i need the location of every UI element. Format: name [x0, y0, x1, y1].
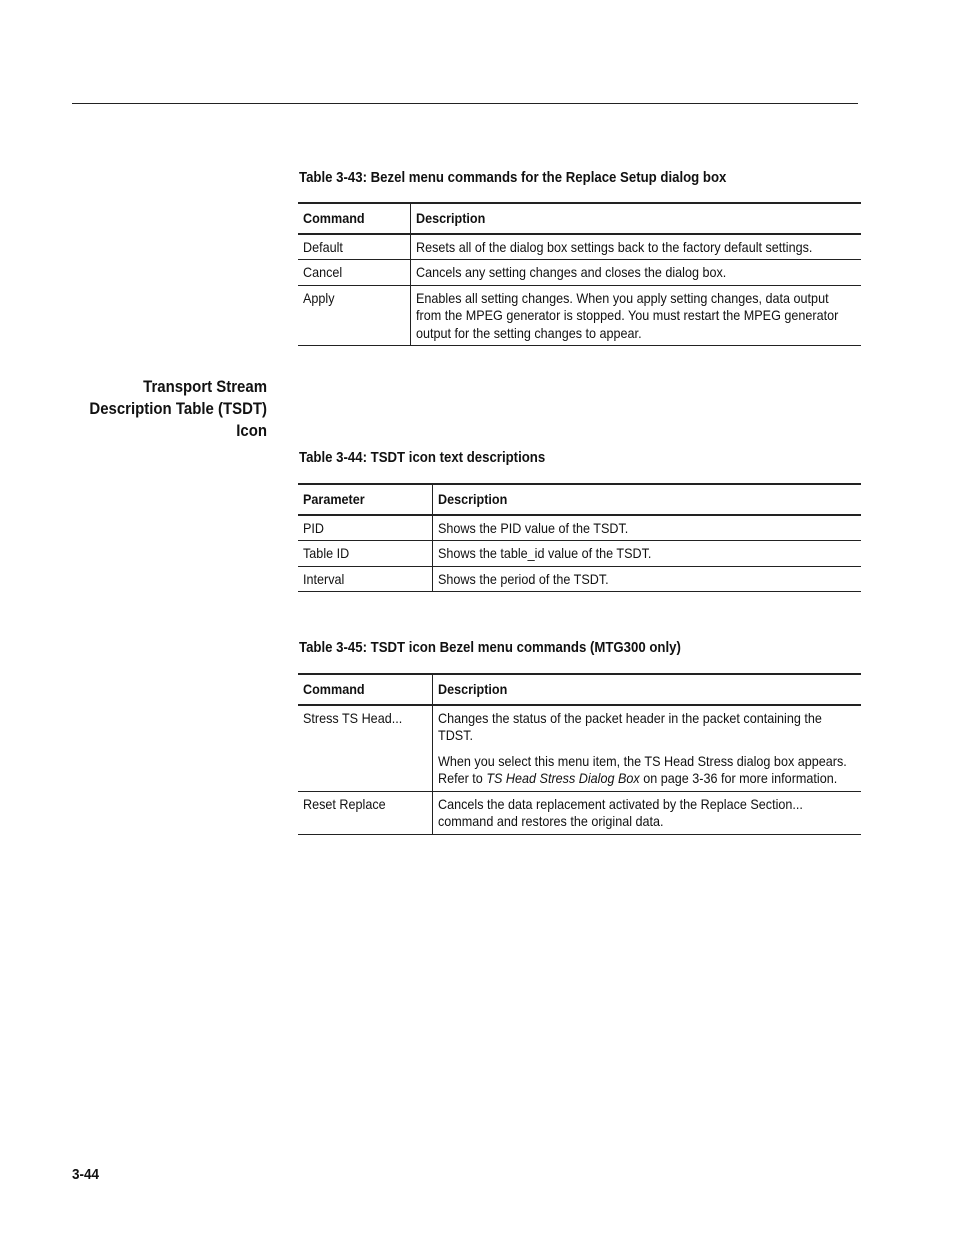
column-header-description: Description: [432, 674, 861, 705]
parameter-cell: PID: [298, 515, 432, 541]
section-heading-line: Transport Stream: [143, 377, 267, 396]
command-cell: Cancel: [298, 260, 410, 286]
command-cell: Default: [298, 234, 410, 260]
description-cell: Cancels any setting changes and closes the dialog box.: [410, 260, 861, 286]
table-44-caption: Table 3-44: TSDT icon text descriptions: [299, 449, 546, 466]
column-header-command: Command: [298, 674, 432, 705]
parameter-cell: Interval: [298, 566, 432, 592]
cross-reference-link[interactable]: TS Head Stress Dialog Box: [485, 770, 640, 786]
section-heading-line: Icon: [236, 421, 267, 440]
table-row: [298, 541, 861, 567]
column-header-parameter: Parameter: [298, 484, 432, 515]
table-43-caption: Table 3-43: Bezel menu commands for the Replace Setup dialog box: [299, 169, 727, 186]
description-paragraph: When you select this menu item, the TS Head Stress dialog box appears. Refer to TS Head Stress Dialog Box on page 3-36 for more information.: [437, 752, 847, 786]
table-row: [298, 260, 861, 286]
section-heading: [60, 376, 267, 442]
command-cell: Reset Replace: [298, 791, 432, 834]
parameter-cell: Table ID: [298, 541, 432, 567]
table-row: [298, 234, 861, 260]
header-rule: [72, 103, 858, 104]
description-cell: Enables all setting changes. When you apply setting changes, data output from the MPEG generator is stopped. You must restart the MPEG generator output for the setting changes to appear.: [410, 285, 861, 346]
table-row: [298, 515, 861, 541]
description-cell: Cancels the data replacement activated by the Replace Section... command and restores the original data.: [432, 791, 861, 834]
table-43: [298, 202, 861, 346]
table-row: [298, 285, 861, 346]
table-44: [298, 483, 861, 592]
command-cell: Stress TS Head...: [298, 705, 432, 792]
section-heading-line: Description Table (TSDT): [89, 399, 267, 418]
table-row: [298, 791, 861, 834]
description-cell: Resets all of the dialog box settings back to the factory default settings.: [410, 234, 861, 260]
table-45-caption: Table 3-45: TSDT icon Bezel menu commands (MTG300 only): [299, 639, 681, 656]
description-cell: Shows the period of the TSDT.: [432, 566, 861, 592]
column-header-description: Description: [410, 203, 861, 234]
column-header-command: Command: [298, 203, 410, 234]
column-header-description: Description: [432, 484, 861, 515]
page-number: 3-44: [72, 1166, 100, 1183]
table-row: [298, 705, 861, 792]
description-cell: Shows the table_id value of the TSDT.: [432, 541, 861, 567]
description-paragraph: Changes the status of the packet header in the packet containing the TDST.: [437, 709, 822, 743]
table-45: [298, 673, 861, 835]
table-row: [298, 566, 861, 592]
table-header-row: [298, 203, 861, 234]
command-cell: Apply: [298, 285, 410, 346]
table-header-row: [298, 674, 861, 705]
description-cell: [432, 705, 861, 792]
description-cell: Shows the PID value of the TSDT.: [432, 515, 861, 541]
table-header-row: [298, 484, 861, 515]
